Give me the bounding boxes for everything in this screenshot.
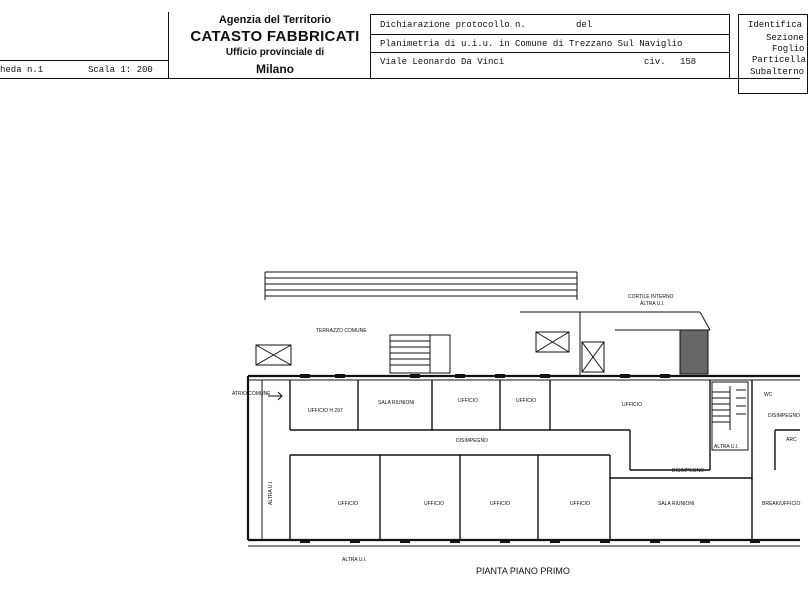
interior-walls-upper bbox=[290, 380, 752, 480]
label-ufficio-2: UFFICIO bbox=[516, 398, 536, 404]
label-sala-riunioni-top: SALA RIUNIONI bbox=[378, 400, 415, 406]
label-ufficio-h: UFFICIO H 297 bbox=[308, 408, 343, 414]
ident-sezione: Sezione bbox=[766, 33, 804, 43]
declaration-del: del bbox=[576, 20, 593, 30]
hatched-element bbox=[680, 330, 708, 374]
label-ufficio-1: UFFICIO bbox=[458, 398, 478, 404]
label-ufficio-b3: UFFICIO bbox=[490, 501, 510, 507]
void-box-right bbox=[582, 342, 604, 372]
internal-stairwell bbox=[712, 382, 748, 450]
label-disimpegno-2: DISIMPEGNO bbox=[672, 468, 704, 474]
void-box-mid bbox=[536, 332, 569, 352]
planimetry-label: Planimetria di u.i.u. in Comune di Trezzano Sul Naviglio bbox=[380, 39, 683, 49]
label-terrazzo: TERRAZZO COMUNE bbox=[316, 328, 367, 334]
ident-particella: Particella bbox=[752, 55, 807, 65]
office-label: Ufficio provinciale di bbox=[225, 47, 325, 58]
agency-name: Agenzia del Territorio bbox=[218, 14, 332, 26]
terrace-railing bbox=[265, 272, 577, 300]
label-sala-riunioni-bottom: SALA RIUNIONI bbox=[658, 501, 695, 507]
label-ufficio-3: UFFICIO bbox=[622, 402, 642, 408]
catasto-title: CATASTO FABBRICATI bbox=[190, 28, 360, 45]
civ-number: 158 bbox=[680, 57, 697, 67]
declaration-label: Dichiarazione protocollo n. bbox=[380, 20, 526, 30]
label-ufficio-b4: UFFICIO bbox=[570, 501, 590, 507]
label-altra-ui-left: ALTRA U.I. bbox=[268, 480, 274, 505]
label-altra-ui-stair: ALTRA U.I. bbox=[714, 444, 739, 450]
void-box-left bbox=[256, 345, 291, 365]
label-altra-ui-bottom: ALTRA U.I. bbox=[342, 557, 367, 563]
ident-foglio: Foglio bbox=[772, 44, 805, 54]
address-label: Viale Leonardo Da Vinci bbox=[380, 57, 505, 67]
label-atrio: ATRIO COMUNE bbox=[232, 391, 271, 397]
label-disimpegno-3: DISIMPEGNO bbox=[768, 413, 800, 419]
ident-subalterno: Subalterno bbox=[750, 67, 805, 77]
sheet-number: heda n.1 bbox=[0, 65, 44, 75]
label-ufficio-b1: UFFICIO bbox=[338, 501, 358, 507]
label-cortile: CORTILE INTERNO bbox=[628, 294, 674, 300]
outer-wall-inner bbox=[248, 380, 800, 546]
plan-caption: PIANTA PIANO PRIMO bbox=[476, 566, 570, 576]
label-altra-ui-top: ALTRA U.I. bbox=[640, 301, 665, 307]
ident-title: Identifica bbox=[748, 20, 803, 30]
label-arc: ARC bbox=[786, 437, 797, 443]
terrace-stairs bbox=[390, 335, 450, 373]
label-disimpegno-1: DISIMPEGNO bbox=[456, 438, 488, 444]
office-city: Milano bbox=[256, 62, 294, 76]
label-wc: WC bbox=[764, 392, 773, 398]
civ-label: civ. bbox=[644, 57, 666, 67]
label-ufficio-b2: UFFICIO bbox=[424, 501, 444, 507]
label-break-ufficio: BREAK/UFFICIO bbox=[762, 501, 801, 507]
scale-label: Scala 1: 200 bbox=[88, 65, 153, 75]
